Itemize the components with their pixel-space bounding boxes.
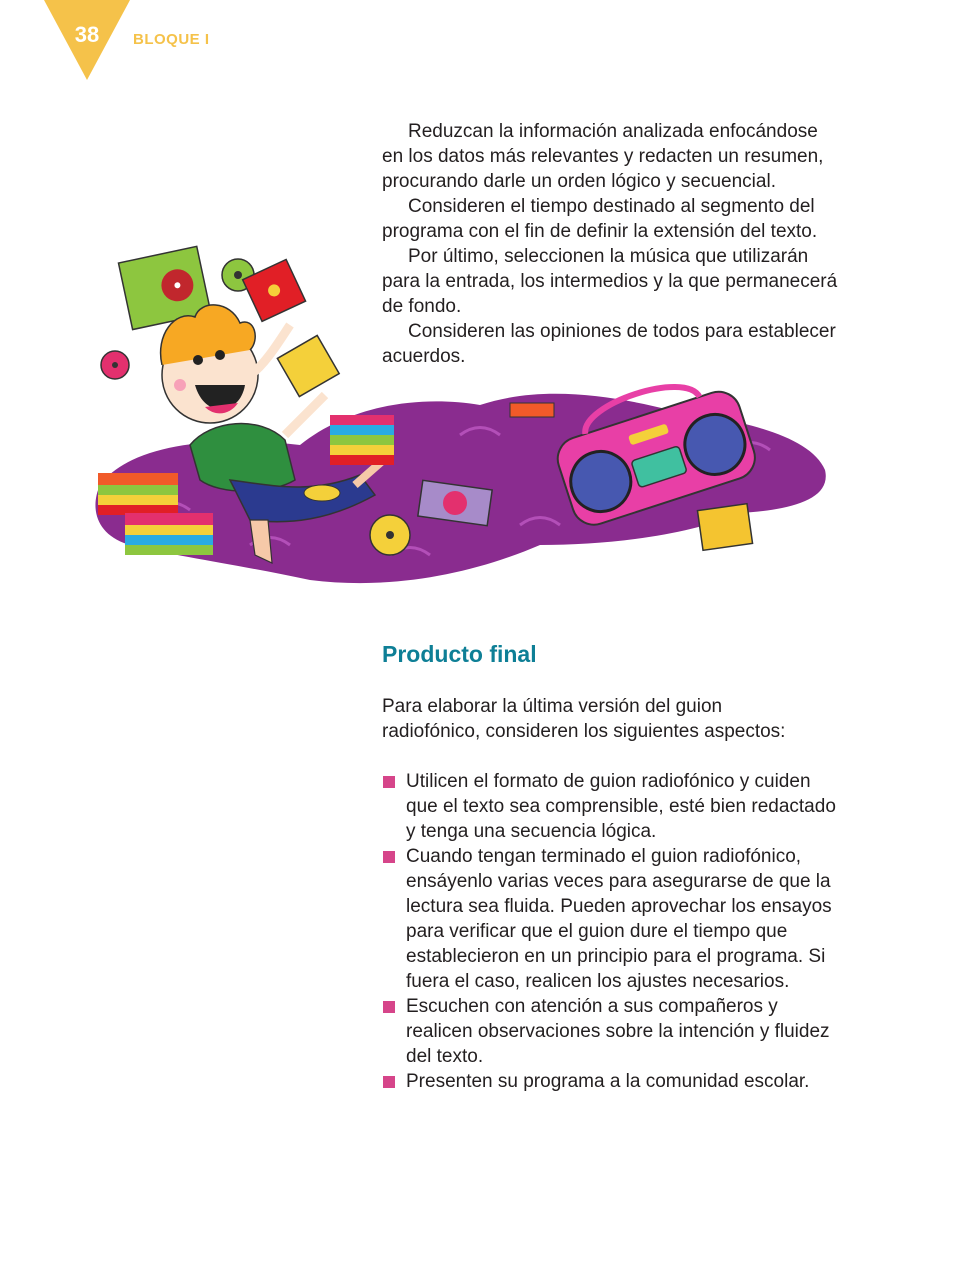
record-sleeve-yellow <box>277 335 339 396</box>
list-item <box>382 1069 842 1094</box>
list-item <box>382 769 842 844</box>
record-sleeve-small <box>510 403 554 417</box>
record-sleeve-yellow-right <box>697 504 752 551</box>
list-item-text: Utilicen el formato de guion radiofónico y cuiden que el texto sea comprensible, esté bien redactado y tenga una secuencia lógica. <box>406 771 836 842</box>
block-label: BLOQUE I <box>133 31 210 48</box>
bullet-square-icon <box>383 1001 395 1013</box>
intro-paragraph: Por último, seleccionen la música que utilizarán para la entrada, los intermedios y la que permanecerá de fondo. <box>382 246 838 317</box>
bullet-square-icon <box>383 851 395 863</box>
cd-yellow-small <box>304 485 340 501</box>
bullet-square-icon <box>383 776 395 788</box>
list-item <box>382 844 842 994</box>
record-stack-left <box>98 473 178 515</box>
list-item-text: Escuchen con atención a sus compañeros y realicen observaciones sobre la intención y fluidez del texto. <box>406 996 830 1067</box>
record-stack-front <box>125 513 213 555</box>
page-number: 38 <box>74 22 100 47</box>
vinyl-red <box>101 351 129 379</box>
intro-paragraph: Consideren las opiniones de todos para establecer acuerdos. <box>382 321 836 367</box>
aspects-list <box>382 769 842 1094</box>
cd-yellow <box>370 515 410 555</box>
list-item-text: Cuando tengan terminado el guion radiofónico, ensáyenlo varias veces para asegurarse de que la lectura sea fluida. Pueden aprovechar los ensayos para verificar que el guion dure el tiempo que establecieron en un principio para el programa. Si fuera el caso, realicen los ajustes necesarios. <box>406 846 832 992</box>
section-intro: Para elaborar la última versión del guion radiofónico, consideren los siguientes aspectos: <box>382 696 786 742</box>
kid-music-illustration <box>90 245 830 595</box>
intro-paragraph: Reduzcan la información analizada enfocándose en los datos más relevantes y redacten un resumen, procurando darle un orden lógico y secuencial. <box>382 121 824 192</box>
intro-paragraph: Consideren el tiempo destinado al segmento del programa con el fin de definir la extensión del texto. <box>382 196 818 242</box>
section-title: Producto final <box>382 641 537 667</box>
list-item <box>382 994 842 1069</box>
record-stack-centre <box>330 415 394 465</box>
bullet-square-icon <box>383 1076 395 1088</box>
list-item-text: Presenten su programa a la comunidad escolar. <box>406 1071 810 1092</box>
